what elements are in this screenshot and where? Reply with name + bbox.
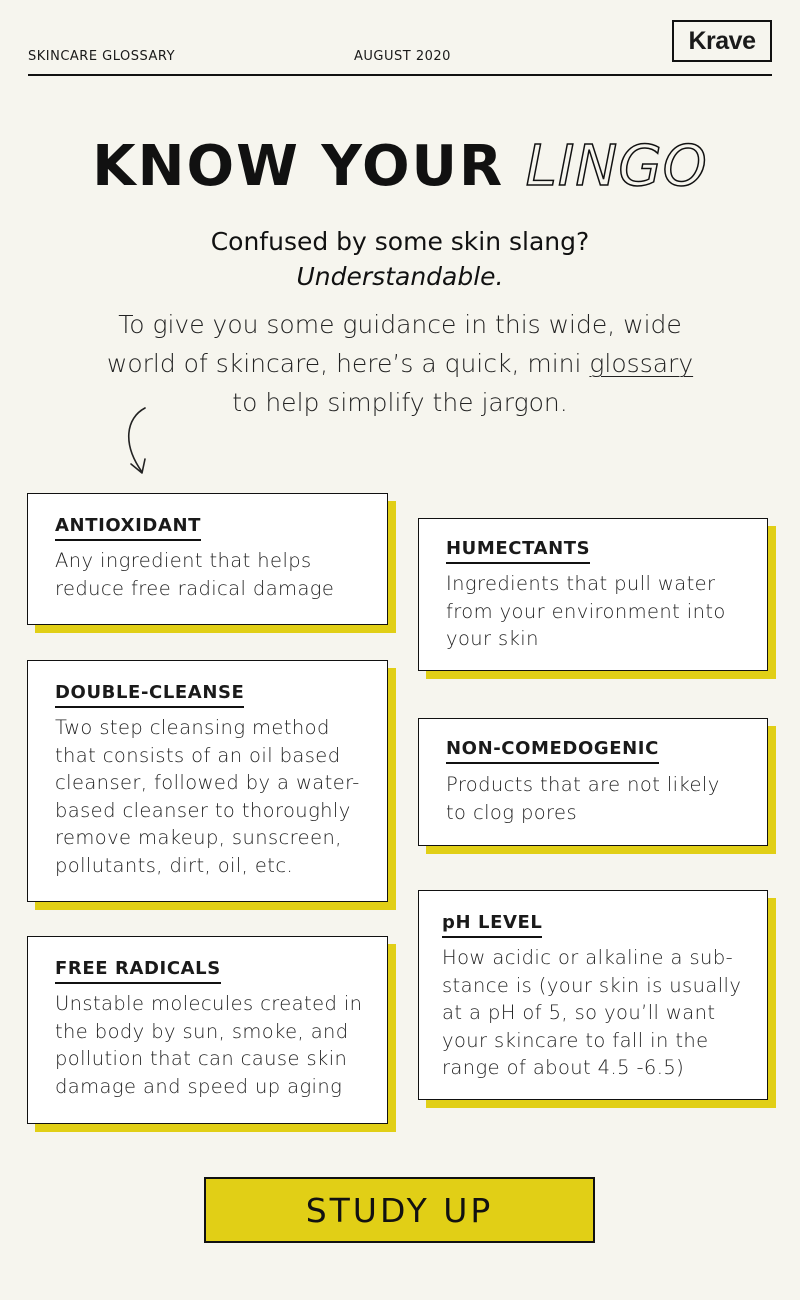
term-definition: Products that are not likely to clog pores [446, 773, 720, 824]
issue-date: AUGUST 2020 [354, 49, 451, 64]
page-title [0, 134, 800, 199]
term-title: FREE RADICALS [55, 958, 221, 984]
glossary-card-ph-level [418, 890, 768, 1100]
section-label: SKINCARE GLOSSARY [28, 49, 176, 64]
term-title: pH LEVEL [442, 912, 542, 938]
curved-arrow-down-icon [118, 404, 158, 478]
glossary-card-antioxidant [27, 493, 388, 625]
term-definition: Unstable molecules created in the body by sun, smoke, and pollution that can cause skin damage and speed up aging [55, 992, 363, 1098]
subheading-italic: Understandable. [296, 262, 504, 291]
term-definition: Two step cleansing method that consists of an oil based cleanser, followed by a water-based cleanser to thoroughly remove makeup, sunscreen, pollutants, dirt, oil, etc. [55, 716, 360, 877]
brand-logo[interactable]: Krave [672, 20, 772, 62]
subheading: Confused by some skin slang? [210, 227, 590, 256]
term-title: ANTIOXIDANT [55, 515, 201, 541]
term-definition: Ingredients that pull water from your environment into your skin [446, 572, 726, 650]
intro-paragraph [100, 305, 700, 422]
term-title: DOUBLE-CLEANSE [55, 682, 244, 708]
study-up-button[interactable]: STUDY UP [204, 1177, 595, 1243]
glossary-link[interactable]: glossary [589, 349, 694, 378]
title-main: KNOW YOUR [92, 134, 505, 199]
term-definition: Any ingredient that helps reduce free radical damage [55, 549, 335, 600]
intro-text-end: to help simplify the jargon. [232, 388, 568, 417]
header-divider [28, 74, 772, 76]
title-outline-word: LINGO [525, 134, 708, 199]
glossary-card-double-cleanse [27, 660, 388, 902]
term-title: HUMECTANTS [446, 538, 590, 564]
term-definition: How acidic or alkaline a sub-stance is (your skin is usually at a pH of 5, so you’ll want your skincare to fall in the range of about 4.5 -6.5) [442, 946, 742, 1079]
term-title: NON-COMEDOGENIC [446, 738, 659, 764]
glossary-card-free-radicals [27, 936, 388, 1124]
glossary-card-humectants [418, 518, 768, 671]
intro-text-start: To give you some guidance in this wide, wide world of skincare, here’s a quick, mini [106, 310, 682, 378]
glossary-card-non-comedogenic [418, 718, 768, 846]
